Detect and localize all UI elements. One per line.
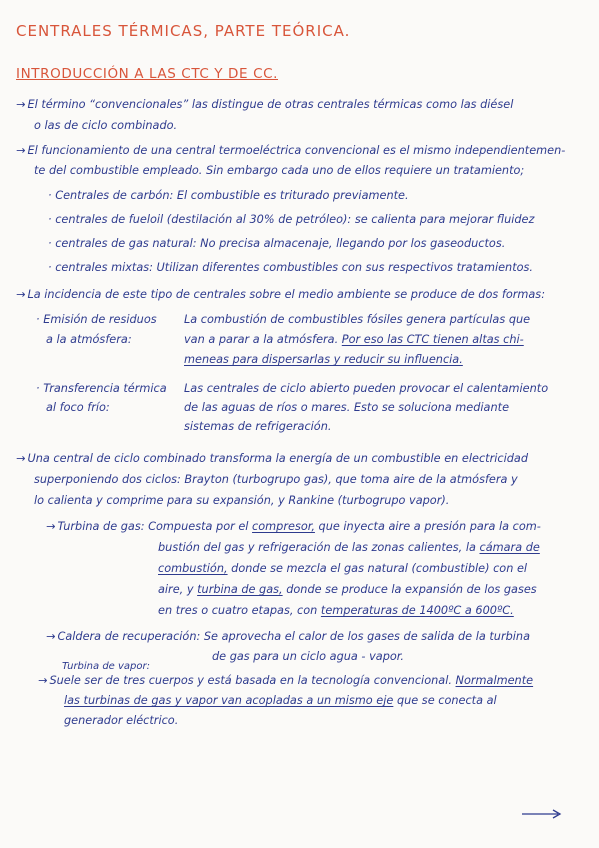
combined-line-3: lo calienta y comprime para su expansión, y Rankine (turbogrupo vapor). [34,494,450,507]
steam-turbine-line-1 [38,674,533,688]
continue-arrow-icon [520,806,566,822]
boiler-line-2: de gas para un ciclo agua - vapor. [212,650,404,663]
underlined-text: combustión, [158,562,228,575]
bullet-icon: · [36,382,40,395]
text: aire, y [158,583,194,596]
text: Emisión de residuos [43,313,157,326]
text: que se conecta al [396,694,497,707]
intro-paragraph-2-line-1 [16,144,565,158]
text: Suele ser de tres cuerpos y está basada en la tecnología convencional. [49,674,452,687]
list-item-text: Centrales de carbón: El combustible es triturado previamente. [55,189,409,202]
text: Transferencia térmica [43,382,167,395]
arrow-icon: → [46,630,56,643]
list-item-text: centrales mixtas: Utilizan diferentes combustibles con sus respectivos tratamientos. [55,261,534,274]
bullet-icon: · [48,261,52,274]
arrow-icon: → [16,144,26,157]
list-item [48,237,505,251]
text: Compuesta por el [148,520,249,533]
steam-turbine-line-2 [64,694,497,708]
underlined-text: cámara de [479,541,540,554]
section-heading [16,66,278,82]
text: donde se produce la expansión de los gases [286,583,537,596]
impact-intro [16,288,545,302]
boiler-label: Caldera de recuperación: [57,630,201,643]
arrow-icon: → [16,288,26,301]
bullet-icon: · [48,213,52,226]
text: que inyecta aire a presión para la com- [318,520,541,533]
transfer-label-line-2: al foco frío: [46,401,110,414]
arrow-icon: → [16,452,26,465]
intro-paragraph-1-line-1 [16,98,513,112]
gas-turbine-line-2 [158,541,540,555]
transfer-label-line-1 [36,382,167,396]
underlined-text: turbina de gas, [197,583,283,596]
arrow-icon: → [46,520,56,533]
gas-turbine-line-5 [158,604,514,618]
boiler-line-1 [46,630,530,644]
gas-turbine-line-4 [158,583,537,597]
list-item-text: centrales de fueloil (destilación al 30% de petróleo): se calienta para mejorar fluidez [55,213,535,226]
page-title: CENTRALES TÉRMICAS, PARTE TEÓRICA. [16,22,351,40]
text: bustión del gas y refrigeración de las zonas calientes, la [158,541,476,554]
intro-paragraph-2-line-2: te del combustible empleado. Sin embargo cada uno de ellos requiere un tratamiento; [34,164,525,177]
list-item [48,189,409,203]
emission-text-line-2 [184,333,524,347]
list-item-text: centrales de gas natural: No precisa almacenaje, llegando por los gaseoductos. [55,237,506,250]
combined-line-2: superponiendo dos ciclos: Brayton (turbogrupo gas), que toma aire de la atmósfera y [34,473,518,486]
bullet-icon: · [48,237,52,250]
underlined-text: Por eso las CTC tienen altas chi- [341,333,524,346]
steam-turbine-line-3: generador eléctrico. [64,714,179,727]
arrow-icon: → [38,674,48,687]
text: donde se mezcla el gas natural (combustible) con el [231,562,528,575]
emission-label-line-1 [36,313,157,327]
text: Una central de ciclo combinado transforma la energía de un combustible en electricidad [27,452,529,465]
emission-text-line-1: La combustión de combustibles fósiles genera partículas que [184,313,531,326]
emission-label-line-2: a la atmósfera: [46,333,132,346]
underlined-text: compresor, [252,520,315,533]
list-item [48,261,533,275]
emission-text-line-3: meneas para dispersarlas y reducir su influencia. [184,353,463,366]
steam-turbine-label: Turbina de vapor: [62,661,150,672]
text: van a parar a la atmósfera. [184,333,339,346]
list-item [48,213,534,227]
combined-line-1 [16,452,528,466]
transfer-text-line-3: sistemas de refrigeración. [184,420,332,433]
text: El término “convencionales” las distingue de otras centrales térmicas como las diésel [27,98,514,111]
section-heading-text: INTRODUCCIÓN A LAS CTC Y DE CC. [16,66,279,82]
arrow-icon: → [16,98,26,111]
intro-paragraph-1-line-2: o las de ciclo combinado. [34,119,178,132]
text: en tres o cuatro etapas, con [158,604,318,617]
underlined-text: temperaturas de 1400ºC a 600ºC. [320,604,514,617]
bullet-icon: · [48,189,52,202]
text: El funcionamiento de una central termoeléctrica convencional es el mismo independientemen- [27,144,566,157]
gas-turbine-label: Turbina de gas: [57,520,145,533]
bullet-icon: · [36,313,40,326]
underlined-text: las turbinas de gas y vapor van acopladas a un mismo eje [64,694,394,707]
transfer-text-line-1: Las centrales de ciclo abierto pueden provocar el calentamiento [184,382,549,395]
gas-turbine-line-1 [46,520,541,534]
underlined-text: Normalmente [455,674,534,687]
text: Se aprovecha el calor de los gases de salida de la turbina [203,630,530,643]
text: La incidencia de este tipo de centrales sobre el medio ambiente se produce de dos formas: [27,288,546,301]
gas-turbine-line-3 [158,562,527,576]
transfer-text-line-2: de las aguas de ríos o mares. Esto se soluciona mediante [184,401,510,414]
